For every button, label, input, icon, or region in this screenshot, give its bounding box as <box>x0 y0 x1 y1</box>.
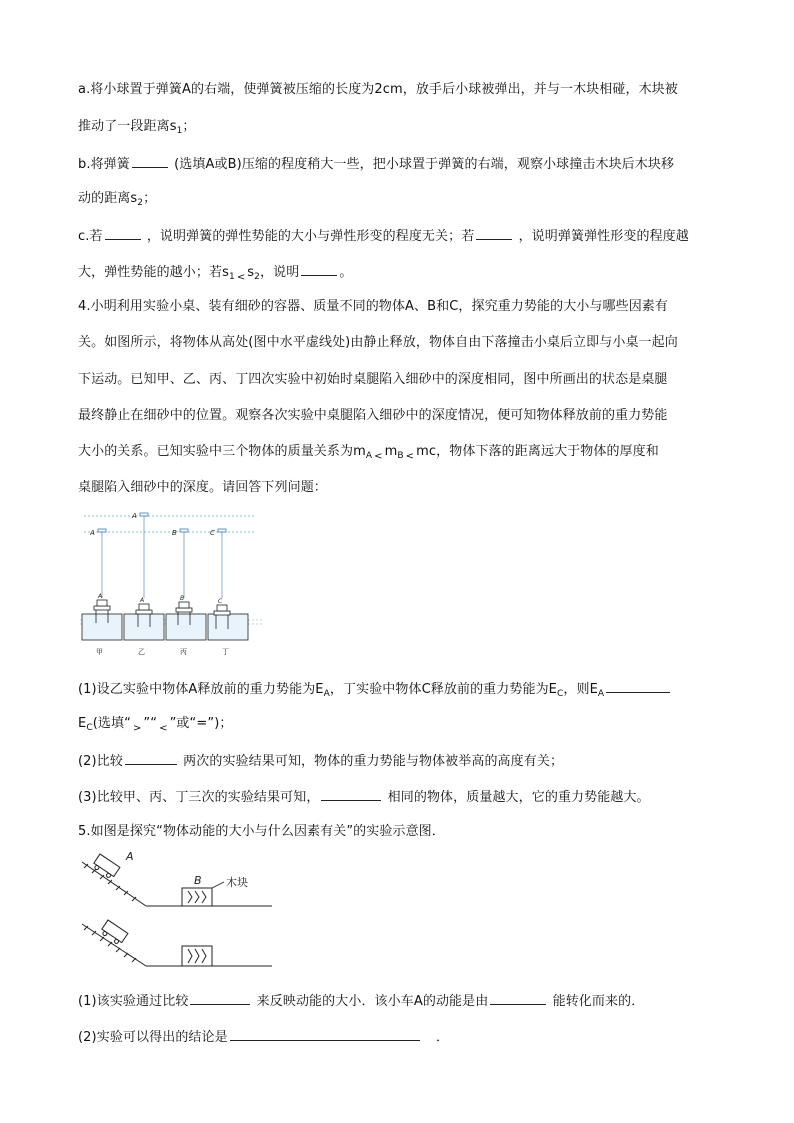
q3a-line1: a.将小球置于弹簧A的右端，使弹簧被压缩的长度为2cm，放手后小球被弹出，并与一木块相碰，木块被 <box>78 82 678 97</box>
block-label: 木块 <box>226 876 248 889</box>
object-label-jia: A <box>98 593 103 600</box>
q4-para-line5: 大小的关系。已知实验中三个物体的质量关系为$m_A$ $_<$ $m_B$ $_<$ mc，物体下落的距离远大于物体的厚度和 <box>78 444 659 462</box>
answer-blank[interactable] <box>321 788 381 801</box>
answer-blank[interactable] <box>490 992 546 1005</box>
object-label-yi: A <box>140 597 145 604</box>
q4-para-line3: 下运动。已知甲、乙、丙、丁四次实验中初始时桌腿陷入细砂中的深度相同，图中所画出的状态是桌腿 <box>78 372 668 387</box>
experiment-label-yi: 乙 <box>138 648 145 656</box>
experiment-label-jia: 甲 <box>96 648 103 656</box>
q4-sub2: (2)比较 两次的实验结果可知，物体的重力势能与物体被举高的高度有关； <box>78 754 564 769</box>
answer-blank[interactable] <box>301 263 337 276</box>
release-label-jia: A <box>90 529 95 537</box>
cart-a-label: A <box>126 850 134 863</box>
block-b-label: B <box>194 874 202 887</box>
experiment-label-bing: 丙 <box>180 648 187 656</box>
release-label-bing: B <box>172 529 177 537</box>
q4-sub1-line2: $E_C$(选填“ $_>$ ”“ $_<$ ”或“=”)； <box>78 716 233 734</box>
answer-blank[interactable] <box>132 155 168 168</box>
release-label-ding: C <box>210 529 215 537</box>
q5-title: 5.如图是探究“物体动能的大小与什么因素有关”的实验示意图． <box>78 824 445 839</box>
kinetic-energy-figure <box>76 848 286 972</box>
answer-blank[interactable] <box>476 227 512 240</box>
object-label-ding: C <box>218 598 223 605</box>
q3c-line2: 大，弹性势能的越小；若$s_1$ $_<$ $s_2$，说明 。 <box>78 265 353 283</box>
answer-blank[interactable] <box>190 992 250 1005</box>
release-label-yi: A <box>132 512 137 520</box>
q5-sub1: (1)该实验通过比较 来反映动能的大小．该小车A的动能是由 能转化而来的． <box>78 994 645 1009</box>
answer-blank[interactable] <box>105 227 141 240</box>
block-b-lower <box>182 946 212 966</box>
falling-object-figure <box>76 508 266 660</box>
q3c-line1: c.若 ，说明弹簧的弹性势能的大小与弹性形变的程度无关；若 ，说明弹簧弹性形变的程度越 <box>78 229 689 244</box>
q3b-line2: 动的距离$s_2$； <box>78 191 157 208</box>
experiment-label-ding: 丁 <box>222 648 229 656</box>
q4-para-line2: 关。如图所示，将物体从高处(图中水平虚线处)由静止释放，物体自由下落撞击小桌后立即与小桌一起向 <box>78 335 678 350</box>
cart-a <box>92 854 120 880</box>
q3a-line2: 推动了一段距离$s_1$； <box>78 119 196 136</box>
q3b-line1: b.将弹簧 (选填A或B)压缩的程度稍大一些，把小球置于弹簧的右端，观察小球撞击木块后木块移 <box>78 157 675 172</box>
answer-blank[interactable] <box>606 680 670 693</box>
q5-sub2: (2)实验可以得出的结论是 ． <box>78 1030 450 1045</box>
q4-sub3: (3)比较甲、丙、丁三次的实验结果可知， 相同的物体，质量越大，它的重力势能越大。 <box>78 790 650 805</box>
answer-blank[interactable] <box>230 1028 420 1041</box>
q4-para-line4: 最终静止在细砂中的位置。观察各次实验中桌腿陷入细砂中的深度情况，便可知物体释放前的重力势能 <box>78 408 668 423</box>
q4-para-line6: 桌腿陷入细砂中的深度。请回答下列问题： <box>78 480 327 495</box>
object-label-bing: B <box>180 595 185 602</box>
cart-a-lower <box>100 920 128 946</box>
block-b <box>182 888 212 906</box>
q4-sub1-line1: (1)设乙实验中物体A释放前的重力势能为$E_A$，丁实验中物体C释放前的重力势能为$E_C$，则$E_A$ <box>78 680 672 702</box>
q4-para-line1: 4.小明利用实验小桌、装有细砂的容器、质量不同的物体A、B和C，探究重力势能的大小与哪些因素有 <box>78 299 668 314</box>
answer-blank[interactable] <box>125 752 177 765</box>
